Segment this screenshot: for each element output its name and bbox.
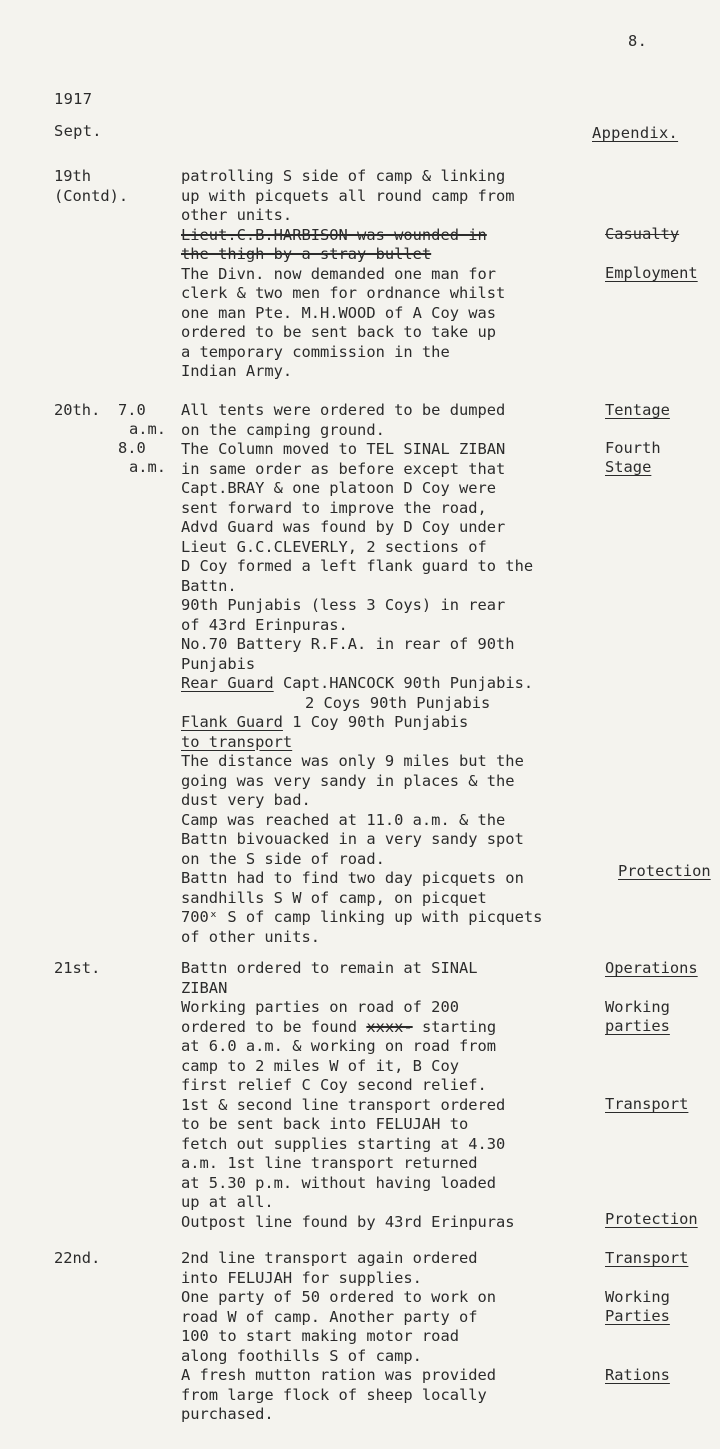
entry-line: on the camping ground. (181, 420, 385, 439)
entry-line: one man Pte. M.H.WOOD of A Coy was (181, 303, 497, 322)
entry-line: up at all. (181, 1193, 274, 1211)
appendix-protection: Protection (618, 862, 711, 880)
year-heading: 1917 (54, 90, 93, 108)
entry-line: ordered to be sent back to take up (181, 323, 497, 341)
entry-line: Camp was reached at 11.0 a.m. & the (181, 810, 506, 829)
date-21st: 21st. (54, 959, 101, 977)
page-number: 8. (628, 32, 648, 50)
entry-line: Working parties on road of 200 (181, 998, 459, 1016)
entry-line: 2 Coys 90th Punjabis (305, 693, 491, 712)
entry-line: ZIBAN (181, 978, 228, 997)
appendix-rations: Rations (605, 1366, 670, 1384)
entry-line: Indian Army. (181, 362, 293, 380)
entry-line: of 43rd Erinpuras. (181, 615, 348, 634)
entry-20th-body (181, 401, 611, 947)
rear-guard-label: Rear Guard (181, 674, 274, 692)
entry-line: along foothills S of camp. (181, 1346, 422, 1365)
entry-line: purchased. (181, 1405, 274, 1423)
entry-line: at 6.0 a.m. & working on road from (181, 1037, 497, 1055)
entry-line: Battn. (181, 576, 237, 595)
appendix-protection-2: Protection (605, 1210, 698, 1228)
entry-line: 700ˣ S of camp linking up with picquets (181, 908, 543, 926)
flank-guard-label: Flank Guard (181, 713, 283, 731)
entry-line: to be sent back into FELUJAH to (181, 1115, 469, 1133)
entry-text: starting (421, 1017, 497, 1036)
date-19th-contd: (Contd). (54, 187, 129, 205)
entry-line: The Divn. now demanded one man for (181, 264, 497, 283)
struck-word: xxxx- (366, 1017, 413, 1036)
entry-line: sent forward to improve the road, (181, 498, 487, 517)
appendix-tentage: Tentage (605, 401, 670, 419)
entry-line: fetch out supplies starting at 4.30 (181, 1134, 506, 1153)
entry-line: dust very bad. (181, 791, 311, 809)
entry-line: patrolling S side of camp & linking (181, 167, 506, 185)
entry-line: Capt.BRAY & one platoon D Coy were (181, 479, 497, 497)
entry-line: into FELUJAH for supplies. (181, 1268, 422, 1287)
entry-line: Battn had to find two day picquets on (181, 869, 524, 887)
entry-line: 90th Punjabis (less 3 Coys) in rear (181, 596, 506, 614)
entry-line: D Coy formed a left flank guard to the (181, 557, 534, 575)
flank-guard-text: 1 Coy 90th Punjabis (292, 713, 469, 731)
rear-guard-text: Capt.HANCOCK 90th Punjabis. (282, 674, 534, 692)
entry-line: Lieut G.C.CLEVERLY, 2 sections of (181, 537, 487, 556)
time-7am: 7.0 (118, 401, 146, 419)
working-parties-line (181, 1018, 611, 1038)
appendix-heading: Appendix. (592, 124, 679, 142)
time-8am-suffix: a.m. (129, 458, 167, 476)
entry-line: up with picquets all round camp from (181, 186, 515, 205)
to-transport-label: to transport (181, 732, 293, 751)
entry-line: at 5.30 p.m. without having loaded (181, 1173, 497, 1192)
entry-line: 1st & second line transport ordered (181, 1095, 506, 1114)
rear-guard-line (181, 674, 611, 694)
entry-line: of other units. (181, 927, 320, 946)
entry-line: 2nd line transport again ordered (181, 1249, 478, 1267)
entry-line: other units. (181, 206, 293, 224)
entry-22nd-body (181, 1249, 611, 1425)
struck-line: Lieut.C.B.HARBISON was wounded in (181, 225, 487, 244)
entry-line: first relief C Coy second relief. (181, 1076, 487, 1094)
entry-text: ordered to be found (181, 1017, 358, 1036)
date-19th: 19th (54, 167, 92, 185)
entry-line: The distance was only 9 miles but the (181, 752, 524, 770)
entry-line: road W of camp. Another party of (181, 1307, 478, 1326)
appendix-operations: Operations (605, 959, 698, 977)
entry-line: Punjabis (181, 654, 256, 673)
entry-line: All tents were ordered to be dumped (181, 401, 506, 419)
struck-line: the thigh by a stray bullet (181, 245, 432, 263)
entry-line: A fresh mutton ration was provided (181, 1366, 497, 1384)
entry-line: Outpost line found by 43rd Erinpuras (181, 1212, 515, 1231)
entry-line: 100 to start making motor road (181, 1327, 459, 1345)
appendix-parties: parties (605, 1017, 670, 1035)
entry-line: Battn ordered to remain at SINAL (181, 959, 478, 977)
entry-21st-body (181, 959, 611, 1232)
appendix-fourth: Fourth (605, 439, 661, 457)
month-heading: Sept. (54, 122, 102, 140)
entry-line: from large flock of sheep locally (181, 1385, 487, 1404)
time-8am: 8.0 (118, 439, 146, 457)
entry-line: No.70 Battery R.F.A. in rear of 90th (181, 635, 515, 653)
entry-line: The Column moved to TEL SINAL ZIBAN (181, 440, 506, 458)
appendix-employment: Employment (605, 264, 698, 282)
appendix-parties-2: Parties (605, 1307, 670, 1325)
entry-line: on the S side of road. (181, 849, 385, 868)
flank-guard-line (181, 713, 611, 733)
date-22nd: 22nd. (54, 1249, 101, 1267)
entry-line: camp to 2 miles W of it, B Coy (181, 1056, 459, 1075)
appendix-working: Working (605, 998, 670, 1016)
appendix-casualty: Casualty (605, 225, 680, 243)
entry-line: Advd Guard was found by D Coy under (181, 518, 506, 536)
entry-line: sandhills S W of camp, on picquet (181, 888, 487, 907)
appendix-stage: Stage (605, 458, 652, 476)
entry-line: in same order as before except that (181, 459, 506, 478)
entry-line: One party of 50 ordered to work on (181, 1288, 497, 1306)
appendix-transport: Transport (605, 1095, 689, 1113)
appendix-transport-2: Transport (605, 1249, 689, 1267)
entry-line: going was very sandy in places & the (181, 771, 515, 790)
entry-19th-body (181, 167, 611, 382)
entry-line: Battn bivouacked in a very sandy spot (181, 830, 524, 848)
time-7am-suffix: a.m. (129, 420, 167, 438)
appendix-working-2: Working (605, 1288, 670, 1306)
date-20th: 20th. (54, 401, 101, 419)
entry-line: a temporary commission in the (181, 342, 450, 361)
entry-line: a.m. 1st line transport returned (181, 1154, 478, 1172)
entry-line: clerk & two men for ordnance whilst (181, 284, 506, 302)
